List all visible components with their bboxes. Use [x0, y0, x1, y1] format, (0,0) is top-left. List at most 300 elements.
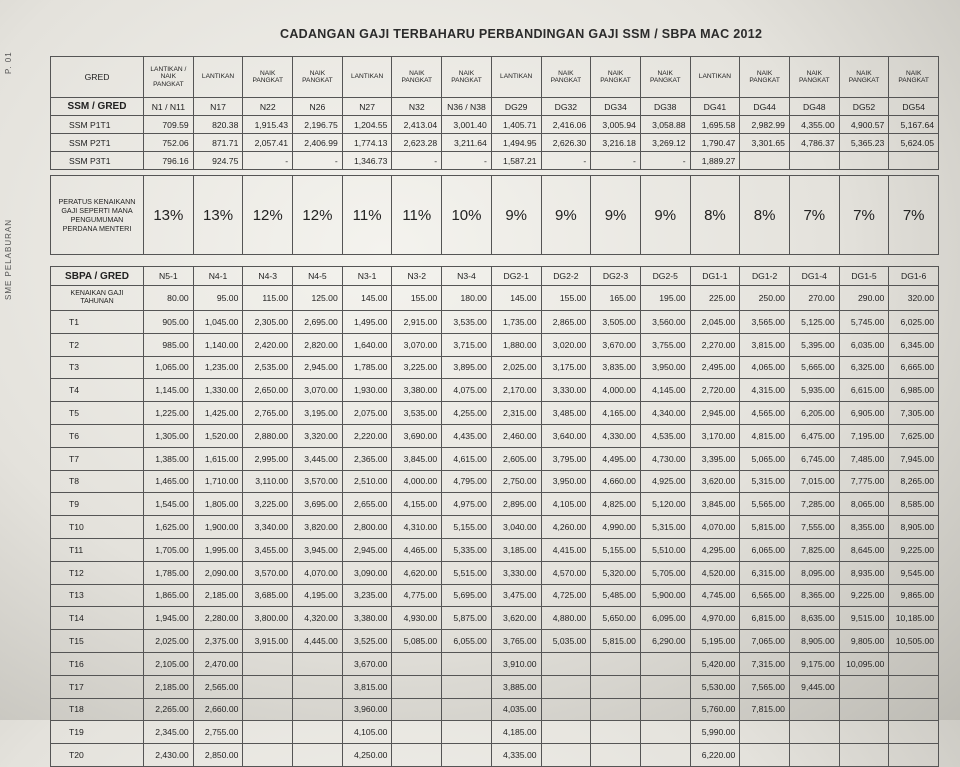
- sbpa-value-cell: 4,880.00: [541, 607, 591, 630]
- sbpa-value-cell: [392, 744, 442, 767]
- sbpa-value-cell: [293, 698, 343, 721]
- sbpa-value-cell: 2,800.00: [342, 516, 392, 539]
- sbpa-value-cell: [640, 698, 690, 721]
- sbpa-value-cell: 2,185.00: [144, 675, 194, 698]
- sbpa-value-cell: 8,645.00: [839, 538, 889, 561]
- ssm-value-cell: 5,167.64: [889, 116, 939, 134]
- ssm-column-header: NAIK PANGKAT: [640, 57, 690, 98]
- sbpa-value-cell: 3,040.00: [491, 516, 541, 539]
- sbpa-value-cell: 2,430.00: [144, 744, 194, 767]
- sbpa-value-cell: 2,375.00: [193, 630, 243, 653]
- sbpa-value-cell: 4,435.00: [442, 424, 492, 447]
- ssm-value-cell: 2,626.30: [541, 134, 591, 152]
- sbpa-step-label: T12: [51, 561, 144, 584]
- sbpa-value-cell: 5,515.00: [442, 561, 492, 584]
- sbpa-value-cell: 2,305.00: [243, 311, 293, 334]
- sbpa-grade-label: SBPA / GRED: [51, 267, 144, 286]
- sbpa-value-cell: 2,220.00: [342, 424, 392, 447]
- sbpa-value-cell: 4,165.00: [591, 402, 641, 425]
- ssm-data-row: [51, 116, 939, 134]
- sbpa-value-cell: 3,185.00: [491, 538, 541, 561]
- sbpa-value-cell: 3,475.00: [491, 584, 541, 607]
- sbpa-value-cell: 7,065.00: [740, 630, 790, 653]
- ssm-value-cell: 1,587.21: [491, 152, 541, 170]
- sbpa-value-cell: 7,195.00: [839, 424, 889, 447]
- sbpa-value-cell: [591, 744, 641, 767]
- sbpa-value-cell: 3,445.00: [293, 447, 343, 470]
- sbpa-value-cell: [243, 675, 293, 698]
- ssm-value-cell: -: [392, 152, 442, 170]
- sbpa-value-cell: 2,510.00: [342, 470, 392, 493]
- sbpa-value-cell: [392, 698, 442, 721]
- sbpa-value-cell: 5,195.00: [690, 630, 740, 653]
- ssm-value-cell: 1,790.47: [690, 134, 740, 152]
- sbpa-value-cell: [839, 744, 889, 767]
- sbpa-value-cell: 7,565.00: [740, 675, 790, 698]
- sbpa-step-row: [51, 721, 939, 744]
- sbpa-value-cell: 1,900.00: [193, 516, 243, 539]
- sbpa-value-cell: 2,820.00: [293, 333, 343, 356]
- ssm-grade-cell: DG48: [789, 98, 839, 116]
- sbpa-value-cell: 3,380.00: [392, 379, 442, 402]
- sbpa-value-cell: 2,420.00: [243, 333, 293, 356]
- ssm-value-cell: 2,982.99: [740, 116, 790, 134]
- sbpa-value-cell: 1,705.00: [144, 538, 194, 561]
- ssm-value-cell: 752.06: [144, 134, 194, 152]
- sbpa-step-label: T10: [51, 516, 144, 539]
- ssm-salary-table: [50, 56, 939, 170]
- sbpa-value-cell: 7,555.00: [789, 516, 839, 539]
- sbpa-value-cell: 7,775.00: [839, 470, 889, 493]
- sbpa-value-cell: [243, 721, 293, 744]
- sbpa-value-cell: 2,535.00: [243, 356, 293, 379]
- sbpa-value-cell: [640, 744, 690, 767]
- sbpa-value-cell: 8,905.00: [789, 630, 839, 653]
- ssm-grade-cell: DG38: [640, 98, 690, 116]
- sbpa-value-cell: 3,110.00: [243, 470, 293, 493]
- sbpa-value-cell: 4,565.00: [740, 402, 790, 425]
- sbpa-value-cell: 2,365.00: [342, 447, 392, 470]
- sbpa-value-cell: 7,315.00: [740, 652, 790, 675]
- sbpa-value-cell: 6,665.00: [889, 356, 939, 379]
- sbpa-step-label: T18: [51, 698, 144, 721]
- sbpa-step-row: [51, 356, 939, 379]
- ssm-value-cell: 2,057.41: [243, 134, 293, 152]
- sbpa-value-cell: 6,815.00: [740, 607, 790, 630]
- ssm-value-cell: 3,216.18: [591, 134, 641, 152]
- sbpa-value-cell: 9,545.00: [889, 561, 939, 584]
- ssm-value-cell: 2,416.06: [541, 116, 591, 134]
- sbpa-value-cell: [640, 721, 690, 744]
- sbpa-grade-cell: N3-4: [442, 267, 492, 286]
- annual-increment-cell: 290.00: [839, 286, 889, 311]
- percentage-cell: 7%: [789, 176, 839, 255]
- sbpa-grade-cell: DG1-4: [789, 267, 839, 286]
- sbpa-value-cell: 6,315.00: [740, 561, 790, 584]
- ssm-value-cell: 3,301.65: [740, 134, 790, 152]
- sbpa-value-cell: 1,995.00: [193, 538, 243, 561]
- sbpa-value-cell: 1,520.00: [193, 424, 243, 447]
- sbpa-value-cell: 6,055.00: [442, 630, 492, 653]
- sbpa-value-cell: 1,065.00: [144, 356, 194, 379]
- ssm-grade-cell: DG44: [740, 98, 790, 116]
- sbpa-value-cell: 2,460.00: [491, 424, 541, 447]
- sbpa-value-cell: 2,045.00: [690, 311, 740, 334]
- sbpa-grade-row: [51, 267, 939, 286]
- sbpa-value-cell: 5,485.00: [591, 584, 641, 607]
- ssm-value-cell: -: [591, 152, 641, 170]
- sbpa-step-label: T9: [51, 493, 144, 516]
- sbpa-value-cell: [640, 675, 690, 698]
- ssm-value-cell: 3,058.88: [640, 116, 690, 134]
- sbpa-value-cell: 2,170.00: [491, 379, 541, 402]
- sbpa-value-cell: 7,945.00: [889, 447, 939, 470]
- sbpa-value-cell: 3,950.00: [541, 470, 591, 493]
- sbpa-value-cell: 2,880.00: [243, 424, 293, 447]
- sbpa-step-label: T4: [51, 379, 144, 402]
- sbpa-value-cell: [293, 652, 343, 675]
- ssm-column-header: NAIK PANGKAT: [591, 57, 641, 98]
- sbpa-salary-table: [50, 266, 939, 767]
- sbpa-value-cell: 1,425.00: [193, 402, 243, 425]
- sbpa-grade-cell: N4-3: [243, 267, 293, 286]
- ssm-grade-cell: N1 / N11: [144, 98, 194, 116]
- sbpa-value-cell: [293, 744, 343, 767]
- sbpa-grade-cell: N5-1: [144, 267, 194, 286]
- sbpa-value-cell: 4,660.00: [591, 470, 641, 493]
- sbpa-value-cell: 2,915.00: [392, 311, 442, 334]
- sbpa-value-cell: 3,330.00: [491, 561, 541, 584]
- sbpa-value-cell: 3,570.00: [243, 561, 293, 584]
- sbpa-step-row: [51, 675, 939, 698]
- sbpa-value-cell: 4,795.00: [442, 470, 492, 493]
- sbpa-value-cell: 3,225.00: [243, 493, 293, 516]
- sbpa-value-cell: 985.00: [144, 333, 194, 356]
- sbpa-value-cell: 2,470.00: [193, 652, 243, 675]
- annual-increment-cell: 155.00: [541, 286, 591, 311]
- sbpa-step-row: [51, 630, 939, 653]
- sbpa-value-cell: 4,185.00: [491, 721, 541, 744]
- ssm-grade-cell: DG32: [541, 98, 591, 116]
- annual-increment-cell: 250.00: [740, 286, 790, 311]
- sbpa-value-cell: 6,065.00: [740, 538, 790, 561]
- sbpa-value-cell: 3,560.00: [640, 311, 690, 334]
- percentage-cell: 13%: [193, 176, 243, 255]
- sbpa-value-cell: 6,475.00: [789, 424, 839, 447]
- sbpa-value-cell: 3,685.00: [243, 584, 293, 607]
- margin-note-fax: SME PELABURAN: [4, 218, 13, 300]
- sbpa-value-cell: 2,750.00: [491, 470, 541, 493]
- percentage-cell: 8%: [690, 176, 740, 255]
- sbpa-value-cell: 4,330.00: [591, 424, 641, 447]
- sbpa-value-cell: 4,145.00: [640, 379, 690, 402]
- sbpa-value-cell: 3,525.00: [342, 630, 392, 653]
- sbpa-value-cell: 9,515.00: [839, 607, 889, 630]
- sbpa-value-cell: [591, 675, 641, 698]
- sbpa-value-cell: 4,815.00: [740, 424, 790, 447]
- ssm-grade-cell: N36 / N38: [442, 98, 492, 116]
- sbpa-value-cell: 3,395.00: [690, 447, 740, 470]
- ssm-value-cell: 3,001.40: [442, 116, 492, 134]
- sbpa-value-cell: 3,835.00: [591, 356, 641, 379]
- sbpa-value-cell: 5,875.00: [442, 607, 492, 630]
- sbpa-value-cell: 8,905.00: [889, 516, 939, 539]
- annual-increment-cell: 145.00: [342, 286, 392, 311]
- sbpa-value-cell: 3,910.00: [491, 652, 541, 675]
- sbpa-value-cell: 5,035.00: [541, 630, 591, 653]
- sbpa-value-cell: 905.00: [144, 311, 194, 334]
- sbpa-value-cell: [889, 675, 939, 698]
- sbpa-value-cell: 5,565.00: [740, 493, 790, 516]
- sbpa-value-cell: 4,725.00: [541, 584, 591, 607]
- sbpa-value-cell: 3,945.00: [293, 538, 343, 561]
- sbpa-value-cell: 1,880.00: [491, 333, 541, 356]
- sbpa-value-cell: 7,485.00: [839, 447, 889, 470]
- sbpa-value-cell: 6,025.00: [889, 311, 939, 334]
- sbpa-value-cell: 2,720.00: [690, 379, 740, 402]
- ssm-column-header: LANTIKAN: [690, 57, 740, 98]
- percentage-increase-table: [50, 175, 939, 255]
- ssm-grade-cell: N27: [342, 98, 392, 116]
- sbpa-value-cell: 1,305.00: [144, 424, 194, 447]
- ssm-value-cell: 3,211.64: [442, 134, 492, 152]
- annual-increment-cell: 145.00: [491, 286, 541, 311]
- sbpa-value-cell: [740, 721, 790, 744]
- sbpa-value-cell: 9,225.00: [889, 538, 939, 561]
- sbpa-value-cell: [243, 744, 293, 767]
- sbpa-step-row: [51, 311, 939, 334]
- percentage-cell: 11%: [342, 176, 392, 255]
- annual-increment-cell: 320.00: [889, 286, 939, 311]
- sbpa-value-cell: 2,865.00: [541, 311, 591, 334]
- sbpa-value-cell: 1,735.00: [491, 311, 541, 334]
- sbpa-value-cell: 3,960.00: [342, 698, 392, 721]
- sbpa-value-cell: 4,195.00: [293, 584, 343, 607]
- sbpa-value-cell: 4,615.00: [442, 447, 492, 470]
- ssm-value-cell: [889, 152, 939, 170]
- sbpa-grade-cell: DG1-2: [740, 267, 790, 286]
- sbpa-value-cell: [541, 652, 591, 675]
- sbpa-step-label: T3: [51, 356, 144, 379]
- sbpa-value-cell: 4,970.00: [690, 607, 740, 630]
- ssm-value-cell: 2,413.04: [392, 116, 442, 134]
- sbpa-value-cell: 8,935.00: [839, 561, 889, 584]
- annual-increment-cell: 225.00: [690, 286, 740, 311]
- sbpa-value-cell: 2,945.00: [690, 402, 740, 425]
- sbpa-value-cell: [442, 652, 492, 675]
- sbpa-grade-cell: N4-5: [293, 267, 343, 286]
- sbpa-value-cell: 1,235.00: [193, 356, 243, 379]
- sbpa-value-cell: 3,535.00: [392, 402, 442, 425]
- sbpa-value-cell: 7,825.00: [789, 538, 839, 561]
- sbpa-value-cell: 7,015.00: [789, 470, 839, 493]
- percentage-cell: 13%: [144, 176, 194, 255]
- sbpa-step-row: [51, 652, 939, 675]
- sbpa-value-cell: 3,170.00: [690, 424, 740, 447]
- sbpa-value-cell: [442, 721, 492, 744]
- sbpa-value-cell: 4,295.00: [690, 538, 740, 561]
- ssm-value-cell: 1,204.55: [342, 116, 392, 134]
- sbpa-value-cell: [889, 698, 939, 721]
- sbpa-value-cell: [591, 721, 641, 744]
- sbpa-value-cell: 3,340.00: [243, 516, 293, 539]
- annual-increment-cell: 270.00: [789, 286, 839, 311]
- sbpa-value-cell: [392, 721, 442, 744]
- sbpa-value-cell: [293, 675, 343, 698]
- sbpa-value-cell: 5,395.00: [789, 333, 839, 356]
- sbpa-step-row: [51, 402, 939, 425]
- sbpa-value-cell: 3,565.00: [740, 311, 790, 334]
- sbpa-value-cell: 4,105.00: [541, 493, 591, 516]
- sbpa-value-cell: 4,825.00: [591, 493, 641, 516]
- sbpa-value-cell: 2,345.00: [144, 721, 194, 744]
- sbpa-value-cell: 5,650.00: [591, 607, 641, 630]
- sbpa-value-cell: 4,520.00: [690, 561, 740, 584]
- ssm-value-cell: 1,405.71: [491, 116, 541, 134]
- sbpa-value-cell: 2,945.00: [293, 356, 343, 379]
- ssm-grade-cell: N26: [293, 98, 343, 116]
- sbpa-value-cell: 4,000.00: [392, 470, 442, 493]
- sbpa-value-cell: 4,445.00: [293, 630, 343, 653]
- ssm-value-cell: 1,774.13: [342, 134, 392, 152]
- sbpa-value-cell: 6,345.00: [889, 333, 939, 356]
- sbpa-step-row: [51, 379, 939, 402]
- sbpa-value-cell: [889, 721, 939, 744]
- sbpa-step-label: T11: [51, 538, 144, 561]
- ssm-value-cell: 820.38: [193, 116, 243, 134]
- sbpa-value-cell: [839, 698, 889, 721]
- ssm-value-cell: 3,269.12: [640, 134, 690, 152]
- sbpa-value-cell: 5,935.00: [789, 379, 839, 402]
- annual-increment-cell: 80.00: [144, 286, 194, 311]
- sbpa-value-cell: [392, 675, 442, 698]
- annual-increment-cell: 195.00: [640, 286, 690, 311]
- sbpa-value-cell: [541, 698, 591, 721]
- sbpa-value-cell: [392, 652, 442, 675]
- sbpa-value-cell: 5,335.00: [442, 538, 492, 561]
- ssm-value-cell: -: [442, 152, 492, 170]
- sbpa-value-cell: 1,465.00: [144, 470, 194, 493]
- ssm-value-cell: 5,365.23: [839, 134, 889, 152]
- sbpa-value-cell: [442, 698, 492, 721]
- page-title: CADANGAN GAJI TERBAHARU PERBANDINGAN GAJI SSM / SBPA MAC 2012: [280, 27, 763, 41]
- percentage-cell: 7%: [839, 176, 889, 255]
- percentage-cell: 9%: [640, 176, 690, 255]
- ssm-column-header: NAIK PANGKAT: [293, 57, 343, 98]
- sbpa-value-cell: 3,640.00: [541, 424, 591, 447]
- sbpa-value-cell: 3,670.00: [591, 333, 641, 356]
- percentage-cell: 12%: [243, 176, 293, 255]
- sbpa-value-cell: 3,815.00: [342, 675, 392, 698]
- percentage-cell: 7%: [889, 176, 939, 255]
- sbpa-value-cell: 5,665.00: [789, 356, 839, 379]
- ssm-column-header: LANTIKAN: [491, 57, 541, 98]
- sbpa-value-cell: 5,085.00: [392, 630, 442, 653]
- ssm-column-header: NAIK PANGKAT: [839, 57, 889, 98]
- sbpa-value-cell: [789, 721, 839, 744]
- sbpa-step-label: T16: [51, 652, 144, 675]
- sbpa-value-cell: [889, 744, 939, 767]
- sbpa-value-cell: 2,945.00: [342, 538, 392, 561]
- sbpa-grade-cell: DG1-6: [889, 267, 939, 286]
- sbpa-value-cell: [839, 675, 889, 698]
- sbpa-value-cell: 5,745.00: [839, 311, 889, 334]
- sbpa-step-label: T6: [51, 424, 144, 447]
- sbpa-value-cell: 3,070.00: [293, 379, 343, 402]
- sbpa-value-cell: [591, 652, 641, 675]
- sbpa-value-cell: 2,605.00: [491, 447, 541, 470]
- ssm-column-header: NAIK PANGKAT: [740, 57, 790, 98]
- ssm-grade-cell: N22: [243, 98, 293, 116]
- sbpa-value-cell: 6,745.00: [789, 447, 839, 470]
- sbpa-value-cell: 4,250.00: [342, 744, 392, 767]
- sbpa-value-cell: [789, 744, 839, 767]
- ssm-column-header: NAIK PANGKAT: [243, 57, 293, 98]
- ssm-column-header: NAIK PANGKAT: [392, 57, 442, 98]
- ssm-value-cell: 2,196.75: [293, 116, 343, 134]
- sbpa-value-cell: 4,975.00: [442, 493, 492, 516]
- ssm-value-cell: -: [243, 152, 293, 170]
- sbpa-value-cell: 3,755.00: [640, 333, 690, 356]
- sbpa-value-cell: 6,985.00: [889, 379, 939, 402]
- sbpa-value-cell: 3,800.00: [243, 607, 293, 630]
- sbpa-value-cell: 2,650.00: [243, 379, 293, 402]
- sbpa-step-label: T20: [51, 744, 144, 767]
- sbpa-value-cell: 8,365.00: [789, 584, 839, 607]
- sbpa-value-cell: 2,090.00: [193, 561, 243, 584]
- sbpa-value-cell: 8,065.00: [839, 493, 889, 516]
- sbpa-value-cell: 5,760.00: [690, 698, 740, 721]
- sbpa-value-cell: 4,465.00: [392, 538, 442, 561]
- sbpa-value-cell: 2,265.00: [144, 698, 194, 721]
- sbpa-value-cell: 5,510.00: [640, 538, 690, 561]
- annual-increment-cell: 125.00: [293, 286, 343, 311]
- sbpa-value-cell: 1,225.00: [144, 402, 194, 425]
- sbpa-value-cell: 9,445.00: [789, 675, 839, 698]
- sbpa-value-cell: 3,795.00: [541, 447, 591, 470]
- sbpa-value-cell: 5,315.00: [740, 470, 790, 493]
- sbpa-value-cell: 10,505.00: [889, 630, 939, 653]
- sbpa-value-cell: 3,715.00: [442, 333, 492, 356]
- sbpa-step-row: [51, 493, 939, 516]
- ssm-grade-cell: DG41: [690, 98, 740, 116]
- sbpa-value-cell: 1,545.00: [144, 493, 194, 516]
- sbpa-grade-cell: N4-1: [193, 267, 243, 286]
- sbpa-value-cell: 8,585.00: [889, 493, 939, 516]
- sbpa-value-cell: 8,635.00: [789, 607, 839, 630]
- ssm-row-label: SSM P1T1: [51, 116, 144, 134]
- ssm-column-header: NAIK PANGKAT: [889, 57, 939, 98]
- sbpa-value-cell: 8,265.00: [889, 470, 939, 493]
- ssm-grade-cell: DG52: [839, 98, 889, 116]
- sbpa-step-row: [51, 470, 939, 493]
- sbpa-grade-cell: DG2-3: [591, 267, 641, 286]
- ssm-row-label: SSM P2T1: [51, 134, 144, 152]
- sbpa-value-cell: 3,695.00: [293, 493, 343, 516]
- sbpa-value-cell: 3,765.00: [491, 630, 541, 653]
- sbpa-value-cell: 6,615.00: [839, 379, 889, 402]
- sbpa-value-cell: 3,815.00: [740, 333, 790, 356]
- ssm-value-cell: 1,346.73: [342, 152, 392, 170]
- sbpa-value-cell: 4,000.00: [591, 379, 641, 402]
- ssm-row-label: SSM P3T1: [51, 152, 144, 170]
- percentage-row: [51, 176, 939, 255]
- sbpa-value-cell: 3,090.00: [342, 561, 392, 584]
- sbpa-value-cell: 2,695.00: [293, 311, 343, 334]
- sbpa-grade-cell: DG2-2: [541, 267, 591, 286]
- sbpa-value-cell: 2,075.00: [342, 402, 392, 425]
- sbpa-value-cell: 3,670.00: [342, 652, 392, 675]
